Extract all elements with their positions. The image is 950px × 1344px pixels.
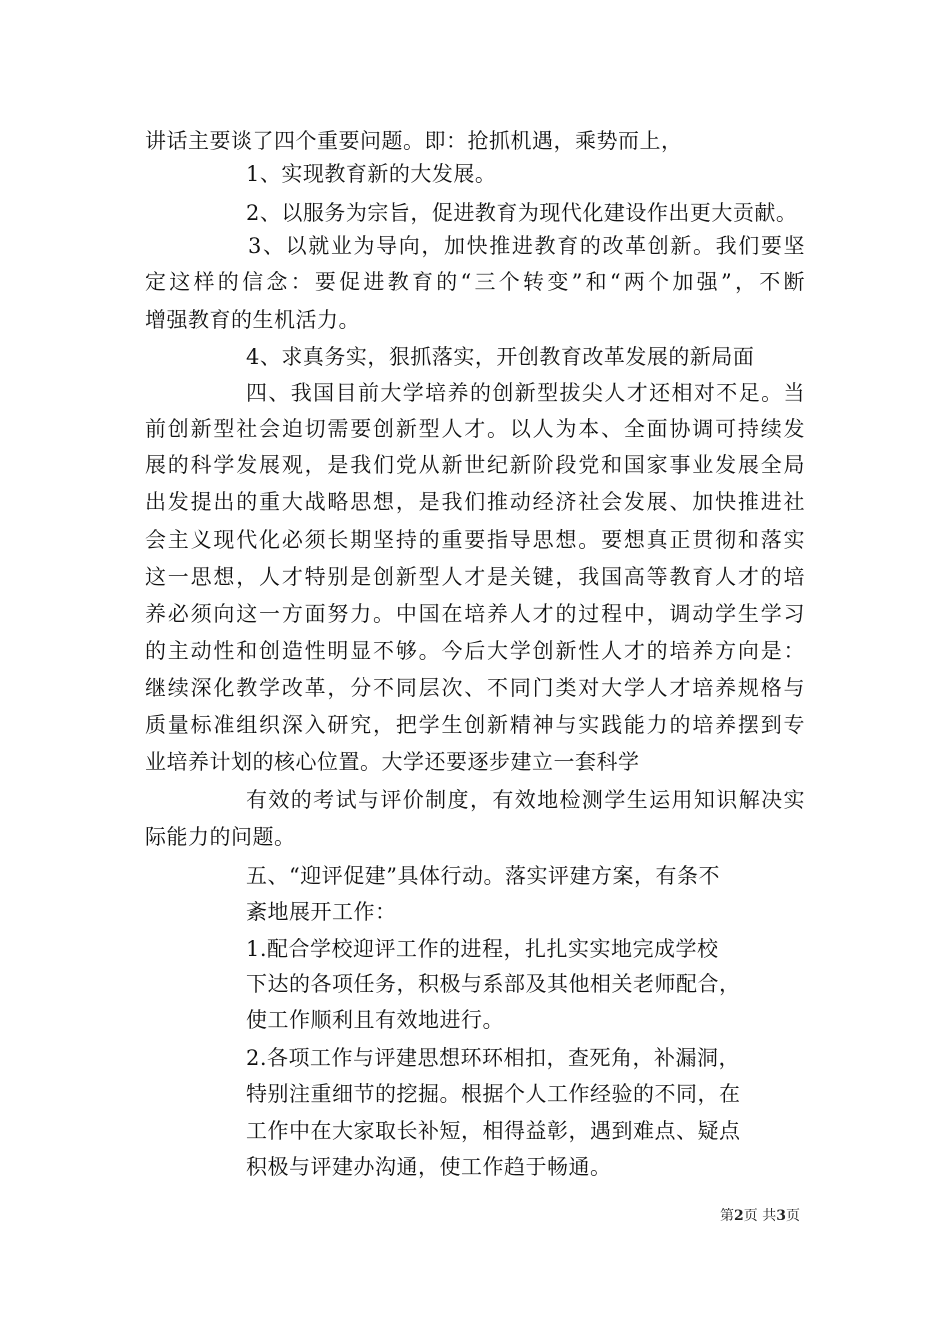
text-line: 展的科学发展观，是我们党从新世纪新阶段党和国家事业发展全局 <box>145 453 805 477</box>
text-line: 质量标准组织深入研究，把学生创新精神与实践能力的培养摆到专 <box>145 713 805 737</box>
footer-suffix: 页 <box>785 1208 800 1224</box>
footer-middle: 页 共 <box>743 1208 777 1224</box>
text-line: 前创新型社会迫切需要创新型人才。以人为本、全面协调可持续发 <box>145 417 805 441</box>
text-line: 1、实现教育新的大发展。 <box>246 162 497 186</box>
text-line: 际能力的问题。 <box>145 825 296 849</box>
text-line: 业培养计划的核心位置。大学还要逐步建立一套科学 <box>145 750 640 774</box>
text-line: 的主动性和创造性明显不够。今后大学创新性人才的培养方向是： <box>145 639 805 663</box>
text-line: 4、求真务实，狠抓落实，开创教育改革发展的新局面 <box>246 345 755 369</box>
text-line: 养必须向这一方面努力。中国在培养人才的过程中，调动学生学习 <box>145 602 805 626</box>
text-line: 出发提出的重大战略思想，是我们推动经济社会发展、加快推进社 <box>145 490 805 514</box>
text-line: 1.配合学校迎评工作的进程，扎扎实实地完成学校 <box>246 937 719 961</box>
text-line: 有效的考试与评价制度，有效地检测学生运用知识解决实 <box>246 788 805 812</box>
text-line: 下达的各项任务，积极与系部及其他相关老师配合， <box>246 972 741 996</box>
text-line: 增强教育的生机活力。 <box>145 308 360 332</box>
text-line: 积极与评建办沟通，使工作趋于畅通。 <box>246 1155 612 1179</box>
text-line: 使工作顺利且有效地进行。 <box>246 1008 504 1032</box>
text-line: 继续深化教学改革，分不同层次、不同门类对大学人才培养规格与 <box>145 676 805 700</box>
total-pages-number: 3 <box>776 1208 786 1224</box>
footer-prefix: 第 <box>720 1208 734 1224</box>
text-line: 3、以就业为导向，加快推进教育的改革创新。我们要坚 <box>248 234 805 258</box>
text-line: 2.各项工作与评建思想环环相扣，查死角，补漏洞， <box>246 1046 741 1070</box>
text-line: 会主义现代化必须长期坚持的重要指导思想。要想真正贯彻和落实 <box>145 528 805 552</box>
text-line: 紊地展开工作： <box>246 900 397 924</box>
text-line: 2、以服务为宗旨，促进教育为现代化建设作出更大贡献。 <box>246 201 798 225</box>
text-line: 特别注重细节的挖掘。根据个人工作经验的不同，在 <box>246 1082 741 1106</box>
current-page-number: 2 <box>734 1208 744 1224</box>
text-line: 定这样的信念：要促进教育的“三个转变”和“两个加强”，不断 <box>145 270 805 294</box>
text-line: 四、我国目前大学培养的创新型拔尖人才还相对不足。当 <box>246 381 805 405</box>
text-line: 工作中在大家取长补短，相得益彰，遇到难点、疑点 <box>246 1119 741 1143</box>
page-footer <box>720 1206 800 1226</box>
text-line: 五、“迎评促建”具体行动。落实评建方案，有条不 <box>246 864 720 888</box>
text-line: 讲话主要谈了四个重要问题。即：抢抓机遇，乘势而上， <box>145 129 683 153</box>
text-line: 这一思想，人才特别是创新型人才是关键，我国高等教育人才的培 <box>145 565 805 589</box>
